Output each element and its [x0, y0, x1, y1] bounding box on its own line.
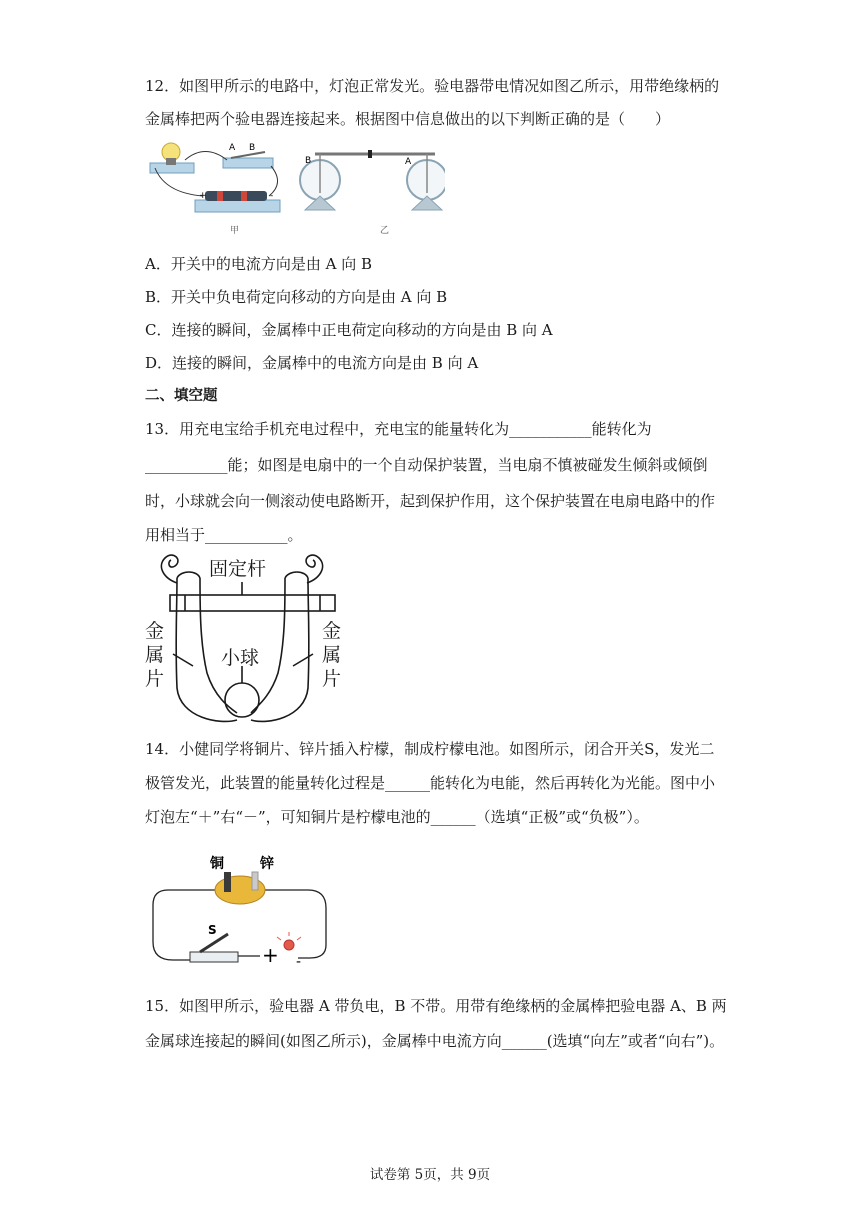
q13-protection-device: [145, 548, 360, 728]
switch-base-icon: [190, 952, 238, 962]
battery-icon: [205, 191, 267, 201]
label-fixed-rod: 固定杆: [209, 558, 267, 580]
label-metal-left-2: 属: [145, 644, 165, 666]
label-switch-s: S: [208, 923, 217, 937]
fixed-rod-icon: [170, 595, 335, 611]
label-ball: 小球: [221, 647, 260, 669]
battery-minus-label: -: [270, 191, 274, 201]
q12-option-a: A．开关中的电流方向是由 A 向 B: [145, 255, 372, 273]
q13-line4: 用相当于___________。: [145, 526, 303, 544]
label-zinc: 锌: [260, 856, 274, 872]
q12-option-b: B．开关中负电荷定向移动的方向是由 A 向 B: [145, 288, 448, 306]
caption-yi: 乙: [380, 226, 390, 236]
wire-curl-left-icon: [161, 555, 178, 583]
electroscope-label-a: A: [405, 157, 412, 167]
electroscope-a-icon: [407, 160, 445, 200]
electroscopes-yi: [300, 150, 445, 236]
page-footer: 试卷第 5页，共 9页: [369, 1167, 491, 1183]
q14-line1: 14．小健同学将铜片、锌片插入柠檬，制成柠檬电池。如图所示，闭合开关S，发光二: [145, 740, 715, 758]
q12-line2: 金属棒把两个验电器连接起来。根据图中信息做出的以下判断正确的是（ ）: [145, 110, 671, 128]
label-metal-right-3: 片: [322, 668, 342, 690]
caption-jia: 甲: [230, 226, 240, 236]
circuit-jia: [150, 143, 280, 236]
switch-label-a: A: [229, 143, 236, 153]
q14-line2: 极管发光，此装置的能量转化过程是______能转化为电能，然后再转化为光能。图中小: [145, 774, 716, 792]
copper-plate-icon: [224, 872, 231, 892]
switch-label-b: B: [249, 143, 256, 153]
label-copper: 铜: [210, 856, 224, 872]
q12-option-c: C．连接的瞬间，金属棒中正电荷定向移动的方向是由 B 向 A: [145, 321, 553, 339]
q13-line3: 时，小球就会向一侧滚动使电路断开，起到保护作用，这个保护装置在电扇电路中的作: [145, 492, 716, 510]
ball-icon: [225, 683, 259, 717]
knife-switch-icon: [231, 152, 265, 158]
led-minus-label: -: [296, 954, 302, 970]
label-metal-left-3: 片: [145, 668, 165, 690]
q14-line3: 灯泡左“＋”右“－”，可知铜片是柠檬电池的______（选填“正极”或“负极”）。: [145, 808, 649, 826]
electroscope-label-b: B: [305, 156, 312, 166]
q15-line2: 金属球连接起的瞬间(如图乙所示)，金属棒中电流方向______(选填“向左”或者“向右”)。: [145, 1032, 725, 1050]
label-metal-right-2: 属: [322, 644, 342, 666]
q12-line1: 12．如图甲所示的电路中，灯泡正常发光。验电器带电情况如图乙所示，用带绝缘柄的: [145, 77, 720, 95]
q14-lemon-battery-circuit: [148, 850, 333, 970]
q13-line2: ___________能；如图是电扇中的一个自动保护装置，当电扇不慎被碰发生倾斜或倾倒: [145, 456, 708, 474]
zinc-plate-icon: [252, 872, 258, 890]
label-metal-right-1: 金: [322, 620, 342, 642]
battery-plus-label: +: [199, 191, 207, 201]
led-plus-label: +: [262, 943, 279, 967]
q12-option-d: D．连接的瞬间，金属棒中的电流方向是由 B 向 A: [145, 354, 479, 372]
led-icon: [284, 940, 294, 950]
label-metal-left-1: 金: [145, 620, 165, 642]
q12-figure: [145, 138, 445, 238]
q15-line1: 15．如图甲所示，验电器 A 带负电，B 不带。用带有绝缘柄的金属棒把验电器 A、B 两: [145, 997, 727, 1015]
q13-line1: 13．用充电宝给手机充电过程中，充电宝的能量转化为___________能转化为: [145, 420, 652, 438]
section-title: 二、填空题: [145, 388, 218, 404]
